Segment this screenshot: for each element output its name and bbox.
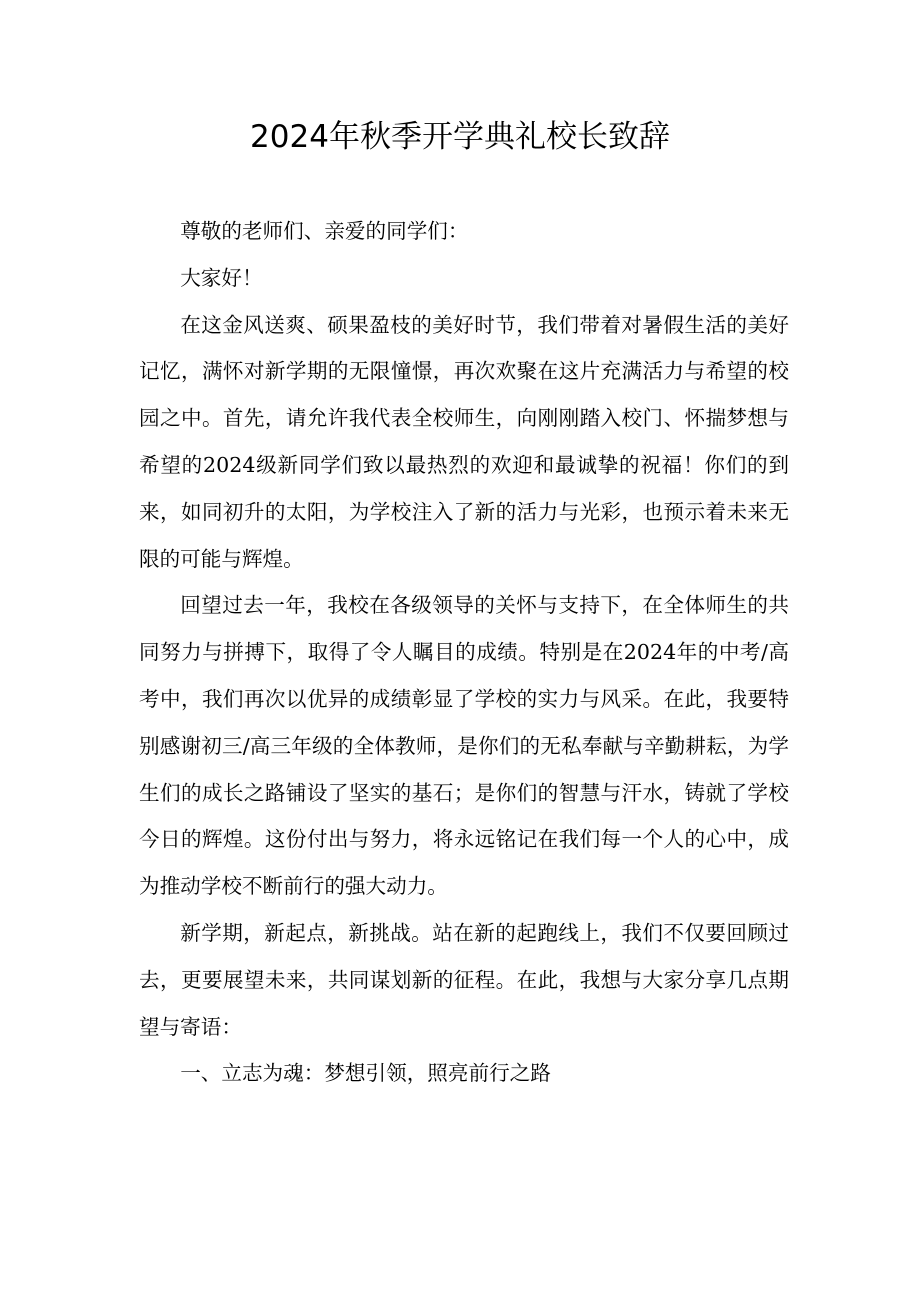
greeting: 大家好！ — [180, 265, 263, 290]
salutation: 尊敬的老师们、亲爱的同学们： — [180, 219, 469, 243]
paragraph-review: 回望过去一年，我校在各级领导的关怀与支持下，在全体师生的共同努力与拼搏下，取得了令人瞩目的成绩。特别是在2024年的中考/高考中，我们再次以优异的成绩彰显了学校的实力与风采。在此，我要特别感谢初三/高三年级的全体教师，是你们的无私奉献与辛勤耕耘，为学生们的成长之路铺设了坚实的基石；是你们的智慧与汗水，铸就了学校今日的辉煌。这份付出与努力，将永远铭记在我们每一个人的心中，成为推动学校不断前行的强大动力。 — [139, 593, 789, 899]
document-body — [139, 208, 789, 1097]
section-heading-1: 一、立志为魂：梦想引领，照亮前行之路 — [180, 1061, 551, 1086]
paragraph-welcome: 在这金风送爽、硕果盈枝的美好时节，我们带着对暑假生活的美好记忆，满怀对新学期的无限憧憬，再次欢聚在这片充满活力与希望的校园之中。首先，请允许我代表全校师生，向刚刚踏入校门、怀揣梦想与希望的2024级新同学们致以最热烈的欢迎和最诚挚的祝福！你们的到来，如同初升的太阳，为学校注入了新的活力与光彩，也预示着未来无限的可能与辉煌。 — [139, 312, 789, 571]
paragraph-new-semester: 新学期，新起点，新挑战。站在新的起跑线上，我们不仅要回顾过去，更要展望未来，共同谋划新的征程。在此，我想与大家分享几点期望与寄语： — [139, 920, 789, 1039]
document-title: 2024年秋季开学典礼校长致辞 — [250, 119, 670, 155]
